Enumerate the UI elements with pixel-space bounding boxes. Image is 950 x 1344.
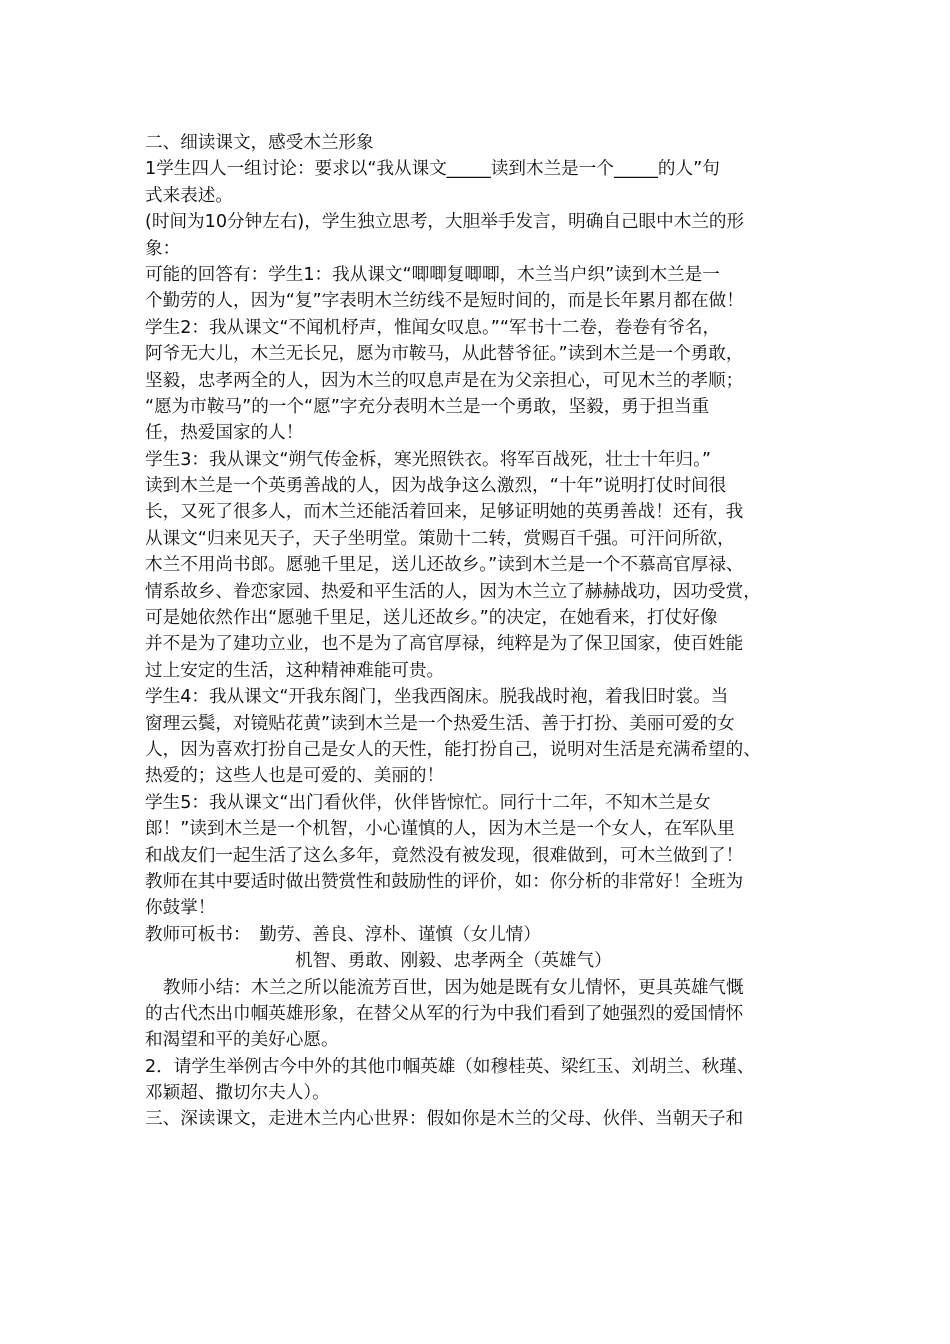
- board-notes-line: 教师可板书： 勤劳、善良、淳朴、谨慎（女儿情）: [145, 924, 541, 945]
- paragraph-line: 邓颖超、撒切尔夫人）。: [145, 1083, 330, 1104]
- paragraph-line: 学生2：我从课文“不闻机杼声，惟闻女叹息。”“军书十二卷，卷卷有爷名，: [145, 317, 721, 338]
- paragraph-line: 个勤劳的人，因为“复”字表明木兰纺线不是短时间的，而是长年累月都在做！: [145, 291, 744, 312]
- paragraph-line: 情系故乡、眷恋家园、热爱和平生活的人，因为木兰立了赫赫战功，因功受赏，: [145, 581, 761, 602]
- paragraph-line: 学生5：我从课文“出门看伙伴，伙伴皆惊忙。同行十二年，不知木兰是女: [145, 792, 711, 813]
- paragraph-line: 学生3：我从课文“朔气传金柝，寒光照铁衣。将军百战死，壮士十年归。”: [145, 449, 712, 470]
- paragraph-line: 过上安定的生活，这种精神难能可贵。: [145, 660, 445, 681]
- paragraph-line: 可能的回答有：学生1：我从课文“唧唧复唧唧，木兰当户织”读到木兰是一: [145, 264, 720, 285]
- paragraph-line: 学生4：我从课文“开我东阁门，坐我西阁床。脱我战时袍，着我旧时裳。当: [145, 687, 729, 708]
- paragraph-line: “愿为市鞍马”的一个“愿”字充分表明木兰是一个勇敢，坚毅，勇于担当重: [145, 396, 710, 417]
- paragraph-line: 阿爷无大儿，木兰无长兄，愿为市鞍马，从此替爷征。”读到木兰是一个勇敢，: [145, 344, 744, 365]
- summary-line: 教师小结：木兰之所以能流芳百世，因为她是既有女儿情怀，更具英雄气慨: [163, 977, 744, 998]
- paragraph-line: 长，又死了很多人，而木兰还能活着回来，足够证明她的英勇善战！还有，我: [145, 502, 744, 523]
- paragraph-line: 热爱的；这些人也是可爱的、美丽的！: [145, 766, 445, 787]
- paragraph-line: 1学生四人一组讨论：要求以“我从课文_____读到木兰是一个_____的人”句: [145, 159, 720, 180]
- paragraph-line: 式来表述。: [145, 185, 233, 206]
- paragraph-line: 的古代杰出巾帼英雄形象，在替父从军的行为中我们看到了她强烈的爱国情怀: [145, 1003, 744, 1024]
- paragraph-line: 人，因为喜欢打扮自己是女人的天性，能打扮自己，说明对生活是充满希望的、: [145, 739, 761, 760]
- paragraph-line: 和渴望和平的美好心愿。: [145, 1030, 339, 1051]
- paragraph-line: 象：: [145, 238, 181, 259]
- board-notes-line: 机智、勇敢、刚毅、忠孝两全（英雄气）: [295, 951, 612, 972]
- document-body: [145, 130, 810, 1133]
- paragraph-line: 你鼓掌！: [145, 898, 216, 919]
- paragraph-line: 任，热爱国家的人！: [145, 423, 304, 444]
- paragraph-line: 并不是为了建功立业，也不是为了高官厚禄，纯粹是为了保卫国家，使百姓能: [145, 634, 744, 655]
- paragraph-line: 坚毅，忠孝两全的人，因为木兰的叹息声是在为父亲担心，可见木兰的孝顺；: [145, 370, 744, 391]
- paragraph-line: 读到木兰是一个英勇善战的人，因为战争这么激烈，“十年”说明打仗时间很: [145, 476, 727, 497]
- paragraph-line: 和战友们一起生活了这么多年，竟然没有被发现，很难做到，可木兰做到了！: [145, 845, 744, 866]
- paragraph-line: 木兰不用尚书郎。愿驰千里足，送儿还故乡。”读到木兰是一个不慕高官厚禄、: [145, 555, 744, 576]
- paragraph-line: 窗理云鬓，对镜贴花黄”读到木兰是一个热爱生活、善于打扮、美丽可爱的女: [145, 713, 735, 734]
- paragraph-line: 郎！”读到木兰是一个机智，小心谨慎的人，因为木兰是一个女人，在军队里: [145, 819, 735, 840]
- section-heading: 三、深读课文，走进木兰内心世界：假如你是木兰的父母、伙伴、当朝天子和: [145, 1109, 744, 1130]
- paragraph-line: 教师在其中要适时做出赞赏性和鼓励性的评价，如：你分析的非常好！全班为: [145, 871, 744, 892]
- paragraph-line: 从课文“归来见天子，天子坐明堂。策勋十二转，赏赐百千强。可汗问所欲，: [145, 528, 735, 549]
- paragraph-line: (时间为10分钟左右)，学生独立思考，大胆举手发言，明确自己眼中木兰的形: [145, 212, 745, 233]
- paragraph-line: 可是她依然作出“愿驰千里足，送儿还故乡。”的决定，在她看来，打仗好像: [145, 608, 718, 629]
- section-heading: 二、细读课文，感受木兰形象: [145, 133, 374, 153]
- paragraph-line: 2．请学生举例古今中外的其他巾帼英雄（如穆桂英、梁红玉、刘胡兰、秋瑾、: [145, 1056, 755, 1077]
